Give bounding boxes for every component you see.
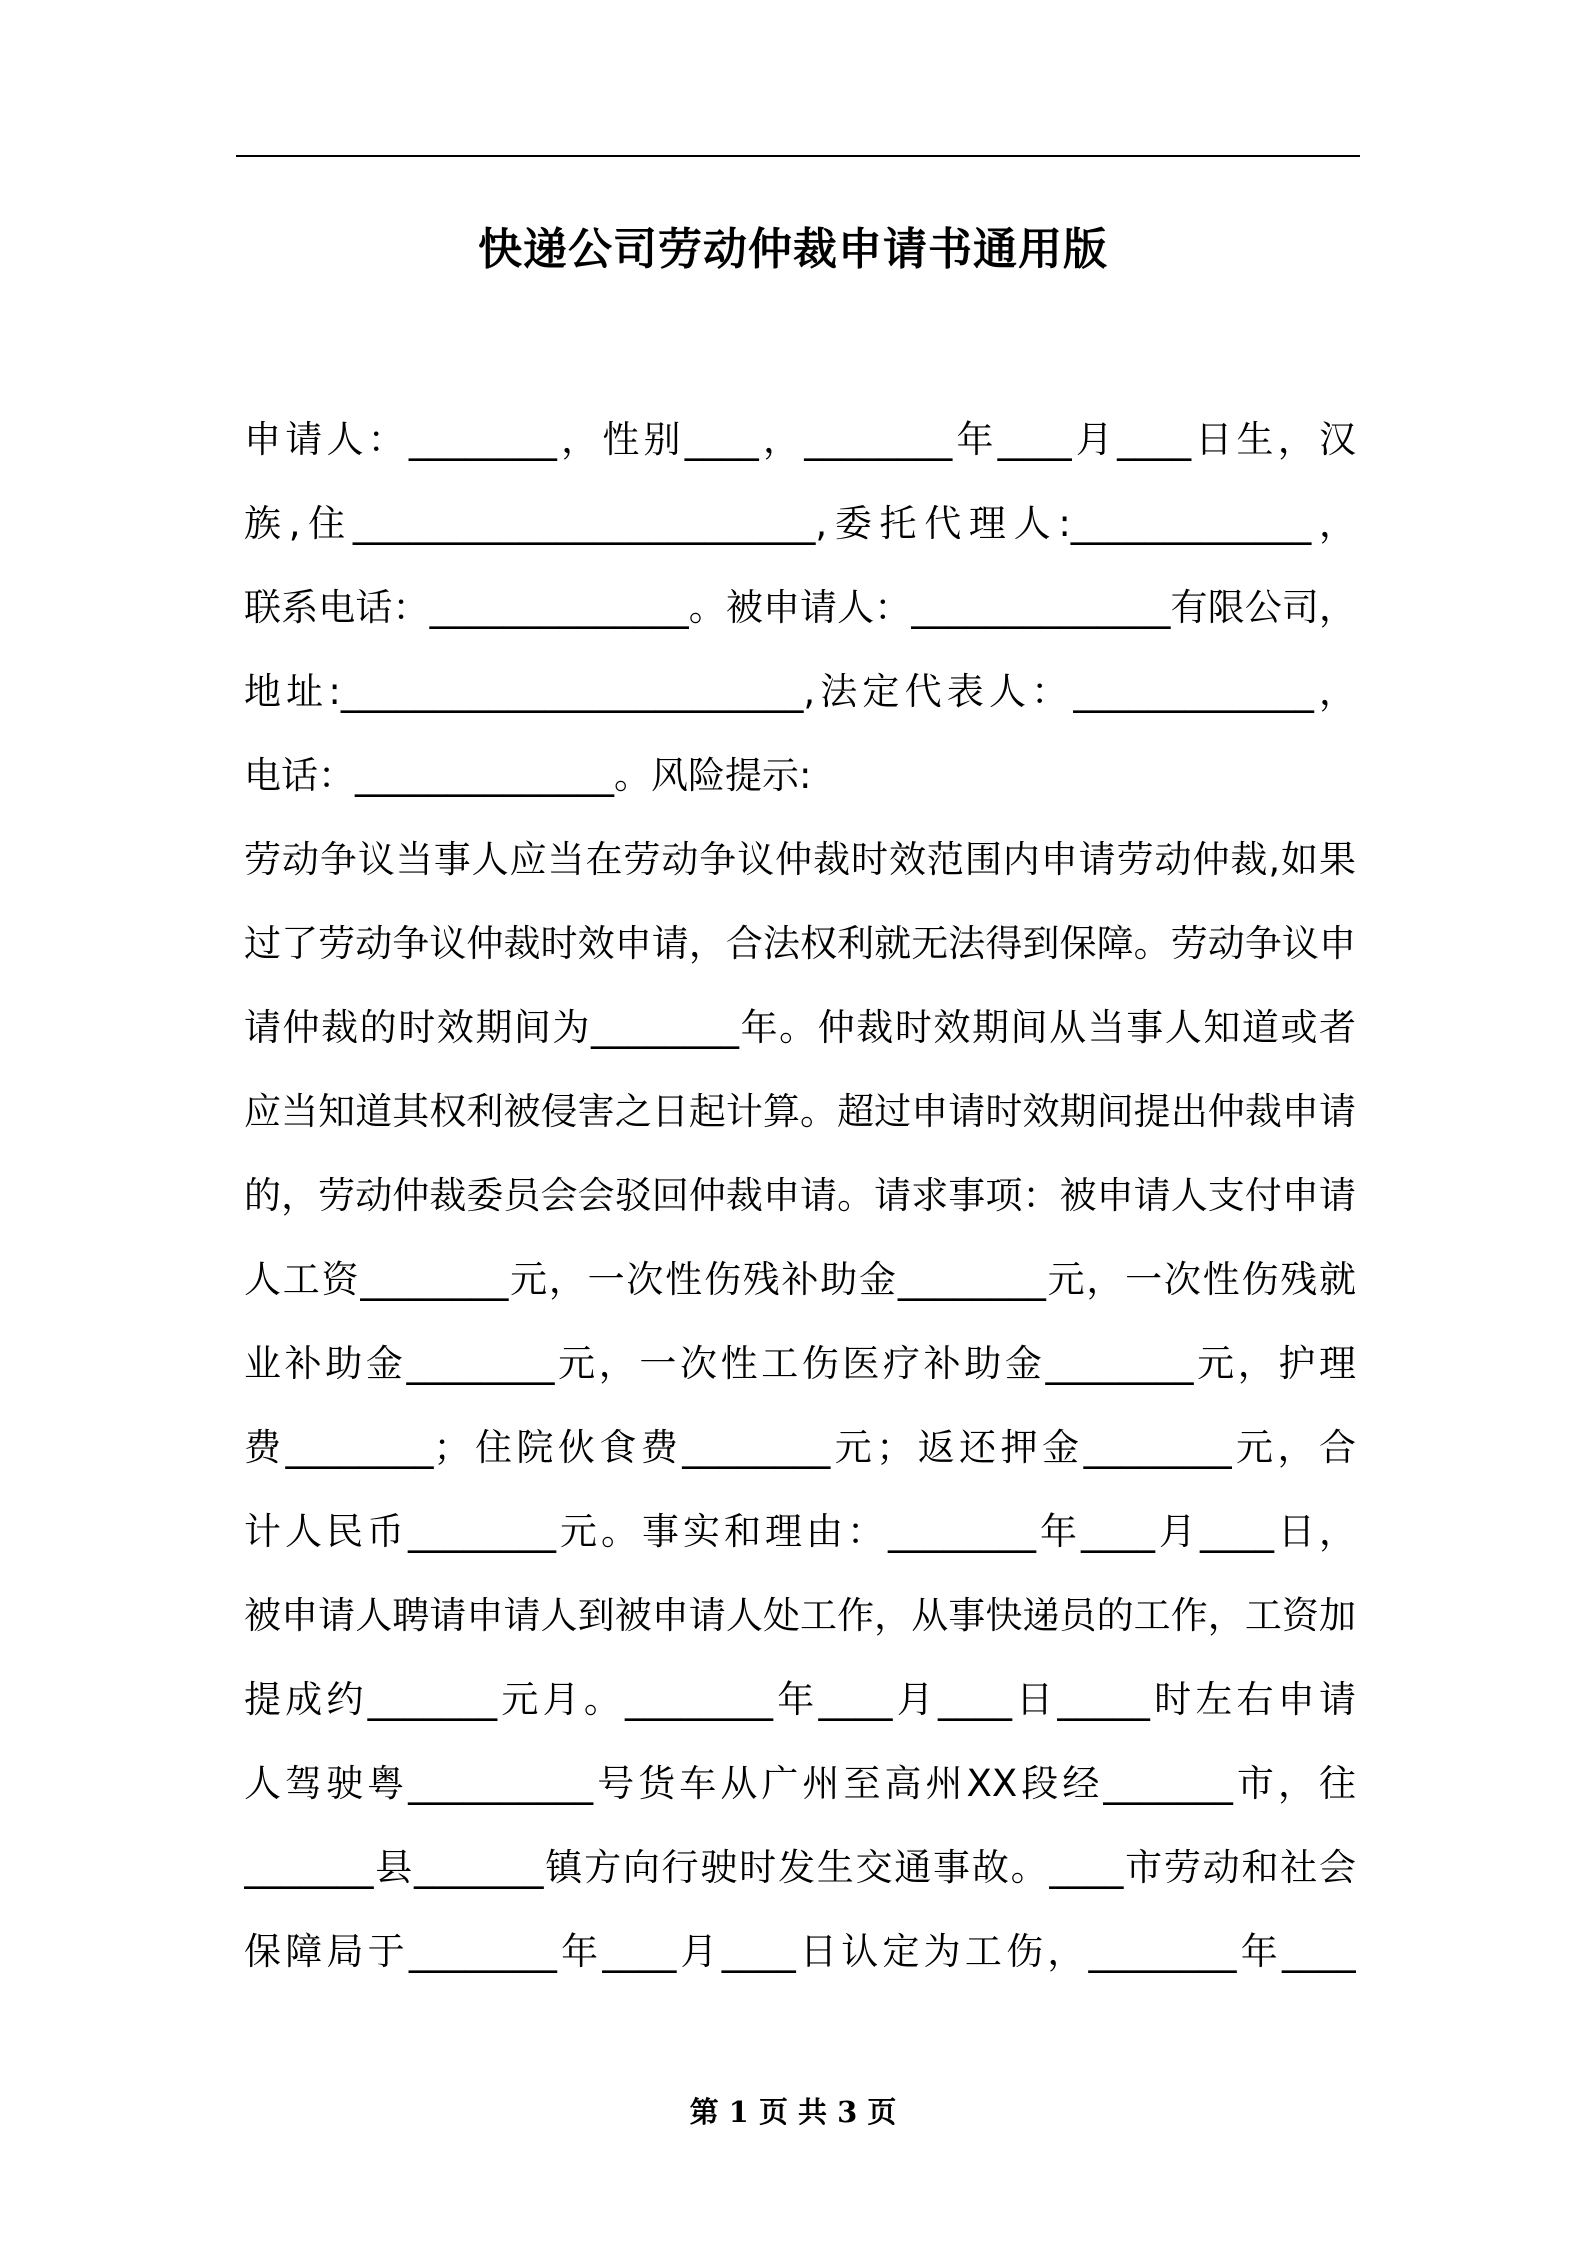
body-line-19: 保障局于________年____月____日认定为工伤，________年____: [244, 1930, 1356, 1973]
body-line-8: 请仲裁的时效期间为________年。仲裁时效期间从当事人知道或者: [244, 1006, 1356, 1049]
body-line-1: 申请人：________，性别____，________年____月____日生，汉: [244, 418, 1356, 461]
body-line-13: 费________；住院伙食费________元；返还押金________元，合: [244, 1426, 1356, 1469]
body-line-15: 被申请人聘请申请人到被申请人处工作，从事快递员的工作，工资加: [244, 1594, 1356, 1637]
body-line-5: 电话：______________。风险提示:: [244, 754, 812, 797]
body-line-4: 地址:_________________________,法定代表人：_____________，: [244, 670, 1356, 713]
body-line-16: 提成约_______元月。________年____月____日_____时左右申请: [244, 1678, 1356, 1721]
body-line-12: 业补助金________元，一次性工伤医疗补助金________元，护理: [244, 1342, 1356, 1385]
page-number-footer: 第 1 页 共 3 页: [689, 2095, 897, 2129]
document-body: [244, 398, 1356, 1994]
body-line-3: 联系电话：______________。被申请人：______________有限公司，: [244, 586, 1356, 629]
body-line-18: _______县_______镇方向行驶时发生交通事故。____市劳动和社会: [244, 1846, 1356, 1889]
body-line-11: 人工资________元，一次性伤残补助金________元，一次性伤残就: [244, 1258, 1356, 1301]
body-line-14: 计人民币________元。事实和理由：________年____月____日，: [244, 1510, 1356, 1553]
body-line-10: 的，劳动仲裁委员会会驳回仲裁申请。请求事项：被申请人支付申请: [244, 1174, 1356, 1217]
document-title: 快递公司劳动仲裁申请书通用版: [478, 224, 1108, 275]
body-line-6: 劳动争议当事人应当在劳动争议仲裁时效范围内申请劳动仲裁,如果: [244, 838, 1356, 881]
header-rule: [236, 155, 1360, 157]
body-line-17: 人驾驶粤__________号货车从广州至高州XX段经_______市，往: [244, 1762, 1356, 1805]
body-line-7: 过了劳动争议仲裁时效申请，合法权利就无法得到保障。劳动争议申: [244, 922, 1356, 965]
body-line-2: 族,住_________________________,委托代理人:_____________，: [244, 502, 1356, 545]
body-line-9: 应当知道其权利被侵害之日起计算。超过申请时效期间提出仲裁申请: [244, 1090, 1356, 1133]
